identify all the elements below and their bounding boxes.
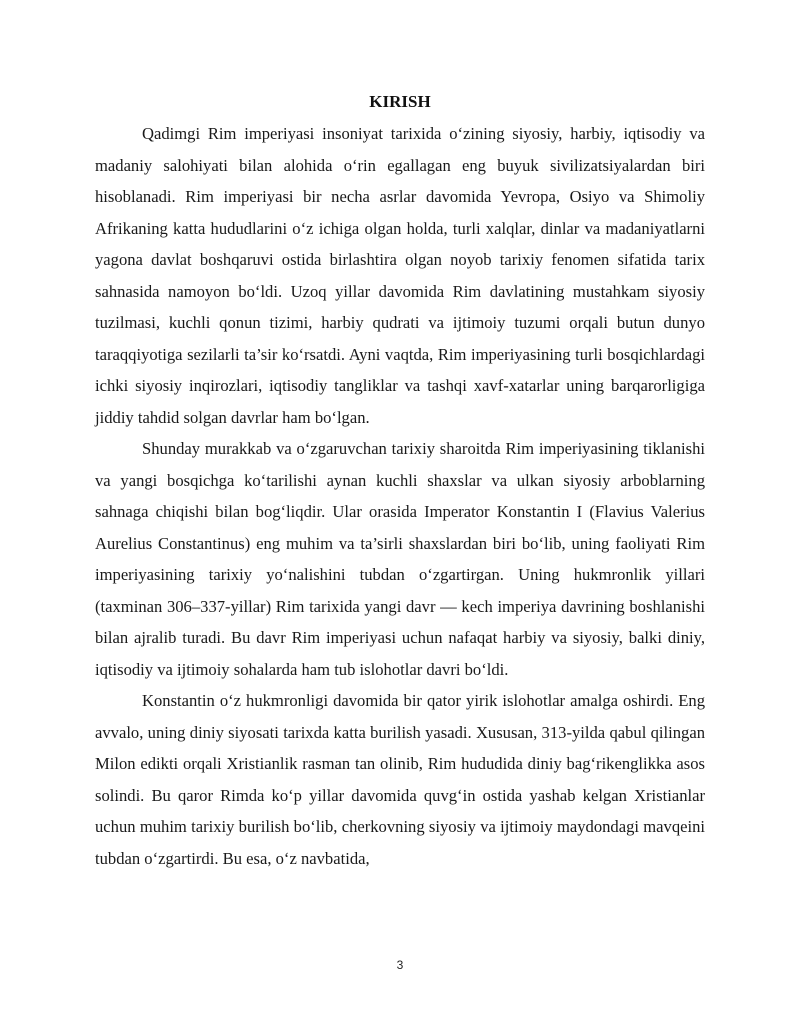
body-text: [95, 118, 705, 874]
page-number: 3: [396, 958, 404, 972]
paragraph-1: Qadimgi Rim imperiyasi insoniyat tarixida o‘zining siyosiy, harbiy, iqtisodiy va madaniy salohiyati bilan alohida o‘rin egallagan eng buyuk sivilizatsiyalardan biri hisoblanadi. Rim imperiyasi bir necha asrlar davomida Yevropa, Osiyo va Shimoliy Afrikaning katta hududlarini o‘z ichiga olgan holda, turli xalqlar, dinlar va madaniyatlarni yagona davlat boshqaruvi ostida birlashtira olgan noyob tarixiy fenomen sifatida tarix sahnasida namoyon bo‘ldi. Uzoq yillar davomida Rim davlatining mustahkam siyosiy tuzilmasi, kuchli qonun tizimi, harbiy qudrati va ijtimoiy tuzumi orqali butun dunyo taraqqiyotiga sezilarli ta’sir ko‘rsatdi. Ayni vaqtda, Rim imperiyasining turli bosqichlardagi ichki siyosiy inqirozlari, iqtisodiy tangliklar va tashqi xavf-xatarlar uning barqarorligiga jiddiy tahdid solgan davrlar ham bo‘lgan.: [95, 124, 705, 427]
paragraph-2: Shunday murakkab va o‘zgaruvchan tarixiy sharoitda Rim imperiyasining tiklanishi va yangi bosqichga ko‘tarilishi aynan kuchli shaxslar va ulkan siyosiy arboblarning sahnaga chiqishi bilan bog‘liqdir. Ular orasida Imperator Konstantin I (Flavius Valerius Aurelius Constantinus) eng muhim va ta’sirli shaxslardan biri bo‘lib, uning faoliyati Rim imperiyasining tarixiy yo‘nalishini tubdan o‘zgartirgan. Uning hukmronlik yillari (taxminan 306–337-yillar) Rim tarixida yangi davr — kech imperiya davrining boshlanishi bilan ajralib turadi. Bu davr Rim imperiyasi uchun nafaqat harbiy va siyosiy, balki diniy, iqtisodiy va ijtimoiy sohalarda ham tub islohotlar davri bo‘ldi.: [95, 439, 705, 679]
section-heading: KIRISH: [369, 92, 431, 111]
paragraph-3: Konstantin o‘z hukmronligi davomida bir qator yirik islohotlar amalga oshirdi. Eng avvalo, uning diniy siyosati tarixda katta burilish yasadi. Xususan, 313-yilda qabul qilingan Milon edikti orqali Xristianlik rasman tan olinib, Rim hududida diniy bag‘rikenglikka asos solindi. Bu qaror Rimda ko‘p yillar davomida quvg‘in ostida yashab kelgan Xristianlar uchun muhim tarixiy burilish bo‘lib, cherkovning siyosiy va ijtimoiy maydondagi mavqeini tubdan o‘zgartirdi. Bu esa, o‘z navbatida,: [95, 691, 705, 868]
